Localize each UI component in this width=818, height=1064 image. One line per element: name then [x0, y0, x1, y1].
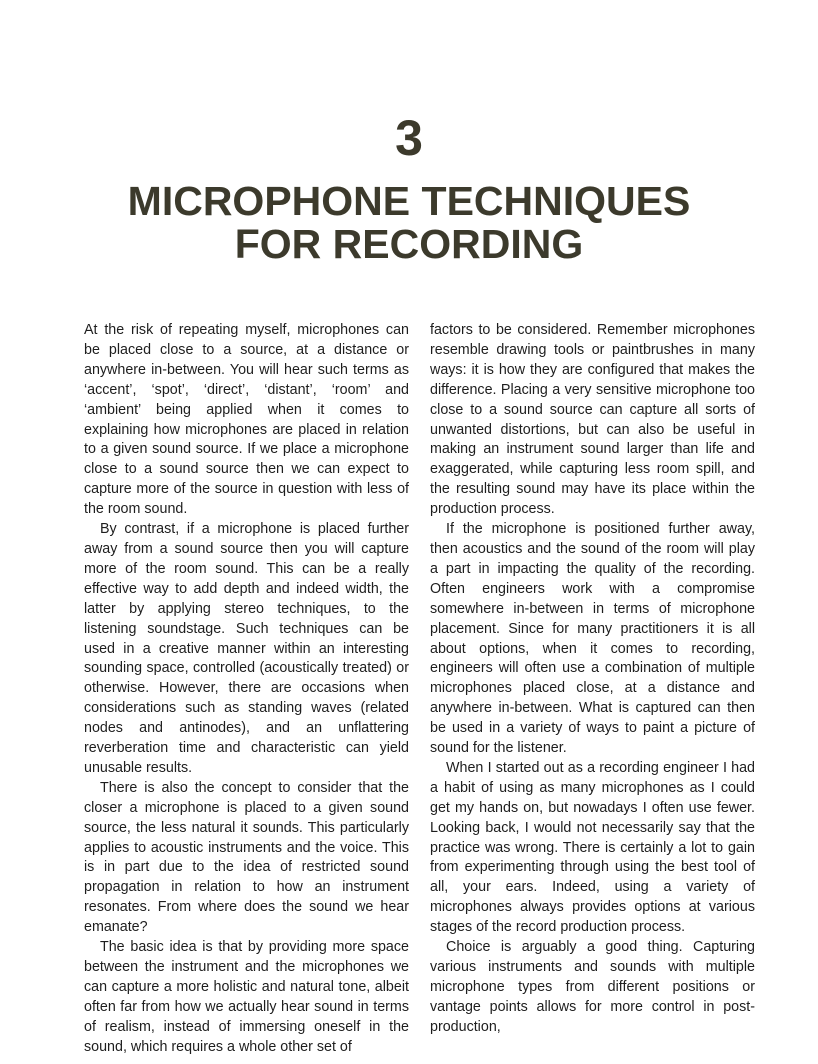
paragraph: There is also the concept to consider that the closer a microphone is placed to a given sound source, the less natural it sounds. This particularly applies to acoustic instruments and the voice. This is in part due to the idea of restricted sound propagation in relation to how an instrument resonates. From where does the sound we hear emanate?	[84, 779, 409, 936]
chapter-number: 3	[395, 110, 423, 166]
left-column	[84, 321, 409, 1058]
chapter-title-line-1: MICROPHONE TECHNIQUES	[127, 178, 691, 224]
right-column	[430, 321, 755, 1038]
paragraph: At the risk of repeating myself, microphones can be placed close to a source, at a distance or anywhere in-between. You will hear such terms as ‘accent’, ‘spot’, ‘direct’, ‘distant’, ‘room’ and ‘ambient’ being applied when it comes to explaining how microphones are placed in relation to a given sound source. If we place a microphone close to a sound source then we can expect to capture more of the source in question with less of the room sound.	[84, 322, 409, 518]
paragraph: factors to be considered. Remember microphones resemble drawing tools or paintbrushes in many ways: it is how they are configured that makes the difference. Placing a very sensitive microphone too close to a sound source can capture all sorts of unwanted distortions, but can also be useful in making an instrument sound larger than life and exaggerated, while capturing less room spill, and the resulting sound may have its place within the production process.	[430, 322, 755, 518]
paragraph: The basic idea is that by providing more space between the instrument and the microphones we can capture a more holistic and natural tone, albeit often far from how we actually hear sound in terms of realism, instead of immersing oneself in the sound, which requires a whole other set of	[84, 939, 409, 1055]
chapter-title	[0, 180, 818, 266]
chapter-title-line-2: FOR RECORDING	[234, 221, 584, 267]
paragraph: When I started out as a recording engineer I had a habit of using as many microphones as I could get my hands on, but nowadays I often use fewer. Looking back, I would not necessarily say that the practice was wrong. There is certainly a lot to gain from experimenting through using the best tool of all, your ears. Indeed, using a variety of microphones always provides options at various stages of the record production process.	[430, 759, 755, 936]
paragraph: By contrast, if a microphone is placed further away from a sound source then you will capture more of the room sound. This can be a really effective way to add depth and indeed width, the latter by applying stereo techniques, to the listening soundstage. Such techniques can be used in a creative manner within an interesting sounding space, controlled (acoustically treated) or otherwise. However, there are occasions when considerations such as standing waves (related nodes and antinodes), and an unflattering reverberation time and characteristic can yield unusable results.	[84, 521, 409, 776]
paragraph: Choice is arguably a good thing. Capturing various instruments and sounds with multiple microphone types from different positions or vantage points allows for more control in post-production,	[430, 939, 755, 1035]
paragraph: If the microphone is positioned further away, then acoustics and the sound of the room will play a part in impacting the quality of the recording. Often engineers work with a compromise somewhere in-between in terms of microphone placement. Since for many practitioners it is all about options, when it comes to recording, engineers will often use a combination of multiple microphones placed close, at a distance and anywhere in-between. What is captured can then be used in a variety of ways to paint a picture of sound for the listener.	[430, 521, 755, 757]
